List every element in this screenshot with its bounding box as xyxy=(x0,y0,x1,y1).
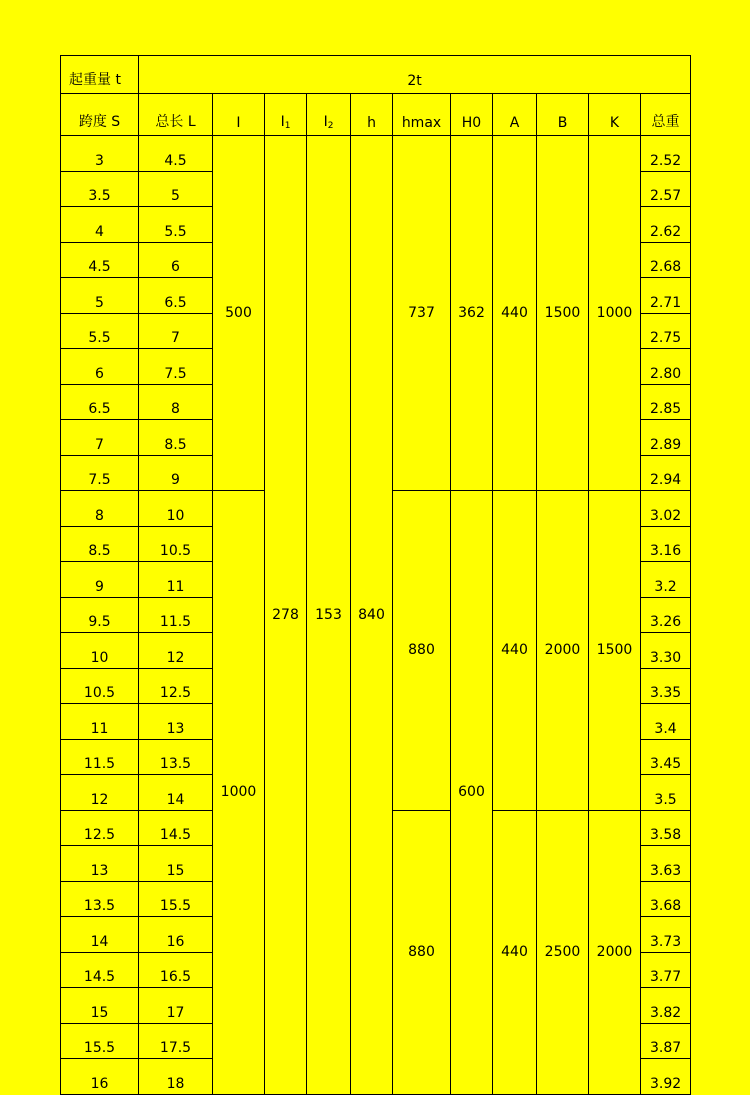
header-total-length: 总长 L xyxy=(139,94,213,136)
length-cell: 5.5 xyxy=(139,207,213,243)
K-cell: 2000 xyxy=(589,810,641,1094)
span-cell: 6 xyxy=(61,349,139,385)
span-cell: 4.5 xyxy=(61,242,139,278)
weight-cell: 3.58 xyxy=(641,810,691,846)
length-cell: 13.5 xyxy=(139,739,213,775)
length-cell: 12.5 xyxy=(139,668,213,704)
weight-cell: 2.52 xyxy=(641,136,691,172)
length-cell: 8 xyxy=(139,384,213,420)
B-cell: 1500 xyxy=(537,136,589,491)
I-cell: 1000 xyxy=(213,491,265,1095)
span-cell: 10 xyxy=(61,633,139,669)
span-cell: 8.5 xyxy=(61,526,139,562)
A-cell: 440 xyxy=(493,810,537,1094)
weight-cell: 3.87 xyxy=(641,1023,691,1059)
header-I1 xyxy=(265,94,307,136)
weight-cell: 3.68 xyxy=(641,881,691,917)
weight-cell: 3.02 xyxy=(641,491,691,527)
span-cell: 8 xyxy=(61,491,139,527)
weight-cell: 2.71 xyxy=(641,278,691,314)
span-cell: 12 xyxy=(61,775,139,811)
length-cell: 16 xyxy=(139,917,213,953)
weight-cell: 3.63 xyxy=(641,846,691,882)
length-cell: 10 xyxy=(139,491,213,527)
length-cell: 5 xyxy=(139,171,213,207)
hmax-cell: 737 xyxy=(393,136,451,491)
length-cell: 17 xyxy=(139,988,213,1024)
length-cell: 14.5 xyxy=(139,810,213,846)
header-hmax: hmax xyxy=(393,94,451,136)
weight-cell: 3.82 xyxy=(641,988,691,1024)
length-cell: 11 xyxy=(139,562,213,598)
I1-cell: 278 xyxy=(265,136,307,1095)
K-cell: 1500 xyxy=(589,491,641,811)
A-cell: 440 xyxy=(493,136,537,491)
hmax-cell: 880 xyxy=(393,810,451,1094)
length-cell: 16.5 xyxy=(139,952,213,988)
header-row xyxy=(61,94,691,136)
capacity-value: 2t xyxy=(139,56,691,94)
length-cell: 15 xyxy=(139,846,213,882)
hmax-cell: 880 xyxy=(393,491,451,811)
span-cell: 11.5 xyxy=(61,739,139,775)
span-cell: 11 xyxy=(61,704,139,740)
length-cell: 18 xyxy=(139,1059,213,1095)
length-cell: 6 xyxy=(139,242,213,278)
header-B: B xyxy=(537,94,589,136)
length-cell: 8.5 xyxy=(139,420,213,456)
weight-cell: 3.5 xyxy=(641,775,691,811)
A-cell: 440 xyxy=(493,491,537,811)
length-cell: 11.5 xyxy=(139,597,213,633)
span-cell: 7 xyxy=(61,420,139,456)
span-cell: 6.5 xyxy=(61,384,139,420)
span-cell: 3.5 xyxy=(61,171,139,207)
weight-cell: 2.57 xyxy=(641,171,691,207)
weight-cell: 2.80 xyxy=(641,349,691,385)
length-cell: 10.5 xyxy=(139,526,213,562)
span-cell: 9 xyxy=(61,562,139,598)
B-cell: 2000 xyxy=(537,491,589,811)
header-h: h xyxy=(351,94,393,136)
span-cell: 16 xyxy=(61,1059,139,1095)
span-cell: 12.5 xyxy=(61,810,139,846)
header-I1-sub: 1 xyxy=(284,121,291,131)
H0-cell: 600 xyxy=(451,491,493,1095)
length-cell: 9 xyxy=(139,455,213,491)
length-cell: 13 xyxy=(139,704,213,740)
span-cell: 15 xyxy=(61,988,139,1024)
length-cell: 7 xyxy=(139,313,213,349)
weight-cell: 3.26 xyxy=(641,597,691,633)
K-cell: 1000 xyxy=(589,136,641,491)
header-H0: H0 xyxy=(451,94,493,136)
table-row xyxy=(61,136,691,172)
span-cell: 14 xyxy=(61,917,139,953)
header-I1-main: I xyxy=(280,114,285,130)
span-cell: 15.5 xyxy=(61,1023,139,1059)
H0-cell: 362 xyxy=(451,136,493,491)
span-cell: 10.5 xyxy=(61,668,139,704)
weight-cell: 3.30 xyxy=(641,633,691,669)
capacity-label: 起重量 t xyxy=(61,56,139,94)
weight-cell: 2.75 xyxy=(641,313,691,349)
span-cell: 7.5 xyxy=(61,455,139,491)
header-span: 跨度 S xyxy=(61,94,139,136)
header-K: K xyxy=(589,94,641,136)
I-cell: 500 xyxy=(213,136,265,491)
span-cell: 13 xyxy=(61,846,139,882)
weight-cell: 3.2 xyxy=(641,562,691,598)
crane-spec-table xyxy=(60,55,691,1095)
header-I2-sub: 2 xyxy=(327,121,334,131)
header-I2 xyxy=(307,94,351,136)
length-cell: 6.5 xyxy=(139,278,213,314)
length-cell: 12 xyxy=(139,633,213,669)
weight-cell: 3.92 xyxy=(641,1059,691,1095)
length-cell: 7.5 xyxy=(139,349,213,385)
weight-cell: 3.73 xyxy=(641,917,691,953)
header-I2-main: I xyxy=(323,114,328,130)
header-A: A xyxy=(493,94,537,136)
B-cell: 2500 xyxy=(537,810,589,1094)
length-cell: 14 xyxy=(139,775,213,811)
weight-cell: 2.68 xyxy=(641,242,691,278)
weight-cell: 2.89 xyxy=(641,420,691,456)
header-weight: 总重 xyxy=(641,94,691,136)
weight-cell: 3.45 xyxy=(641,739,691,775)
capacity-row xyxy=(61,56,691,94)
weight-cell: 2.94 xyxy=(641,455,691,491)
span-cell: 5 xyxy=(61,278,139,314)
length-cell: 15.5 xyxy=(139,881,213,917)
h-cell: 840 xyxy=(351,136,393,1095)
I2-cell: 153 xyxy=(307,136,351,1095)
span-cell: 13.5 xyxy=(61,881,139,917)
weight-cell: 3.16 xyxy=(641,526,691,562)
length-cell: 17.5 xyxy=(139,1023,213,1059)
span-cell: 9.5 xyxy=(61,597,139,633)
header-I: I xyxy=(213,94,265,136)
weight-cell: 2.85 xyxy=(641,384,691,420)
length-cell: 4.5 xyxy=(139,136,213,172)
weight-cell: 2.62 xyxy=(641,207,691,243)
span-cell: 14.5 xyxy=(61,952,139,988)
weight-cell: 3.77 xyxy=(641,952,691,988)
weight-cell: 3.35 xyxy=(641,668,691,704)
span-cell: 4 xyxy=(61,207,139,243)
span-cell: 5.5 xyxy=(61,313,139,349)
weight-cell: 3.4 xyxy=(641,704,691,740)
span-cell: 3 xyxy=(61,136,139,172)
